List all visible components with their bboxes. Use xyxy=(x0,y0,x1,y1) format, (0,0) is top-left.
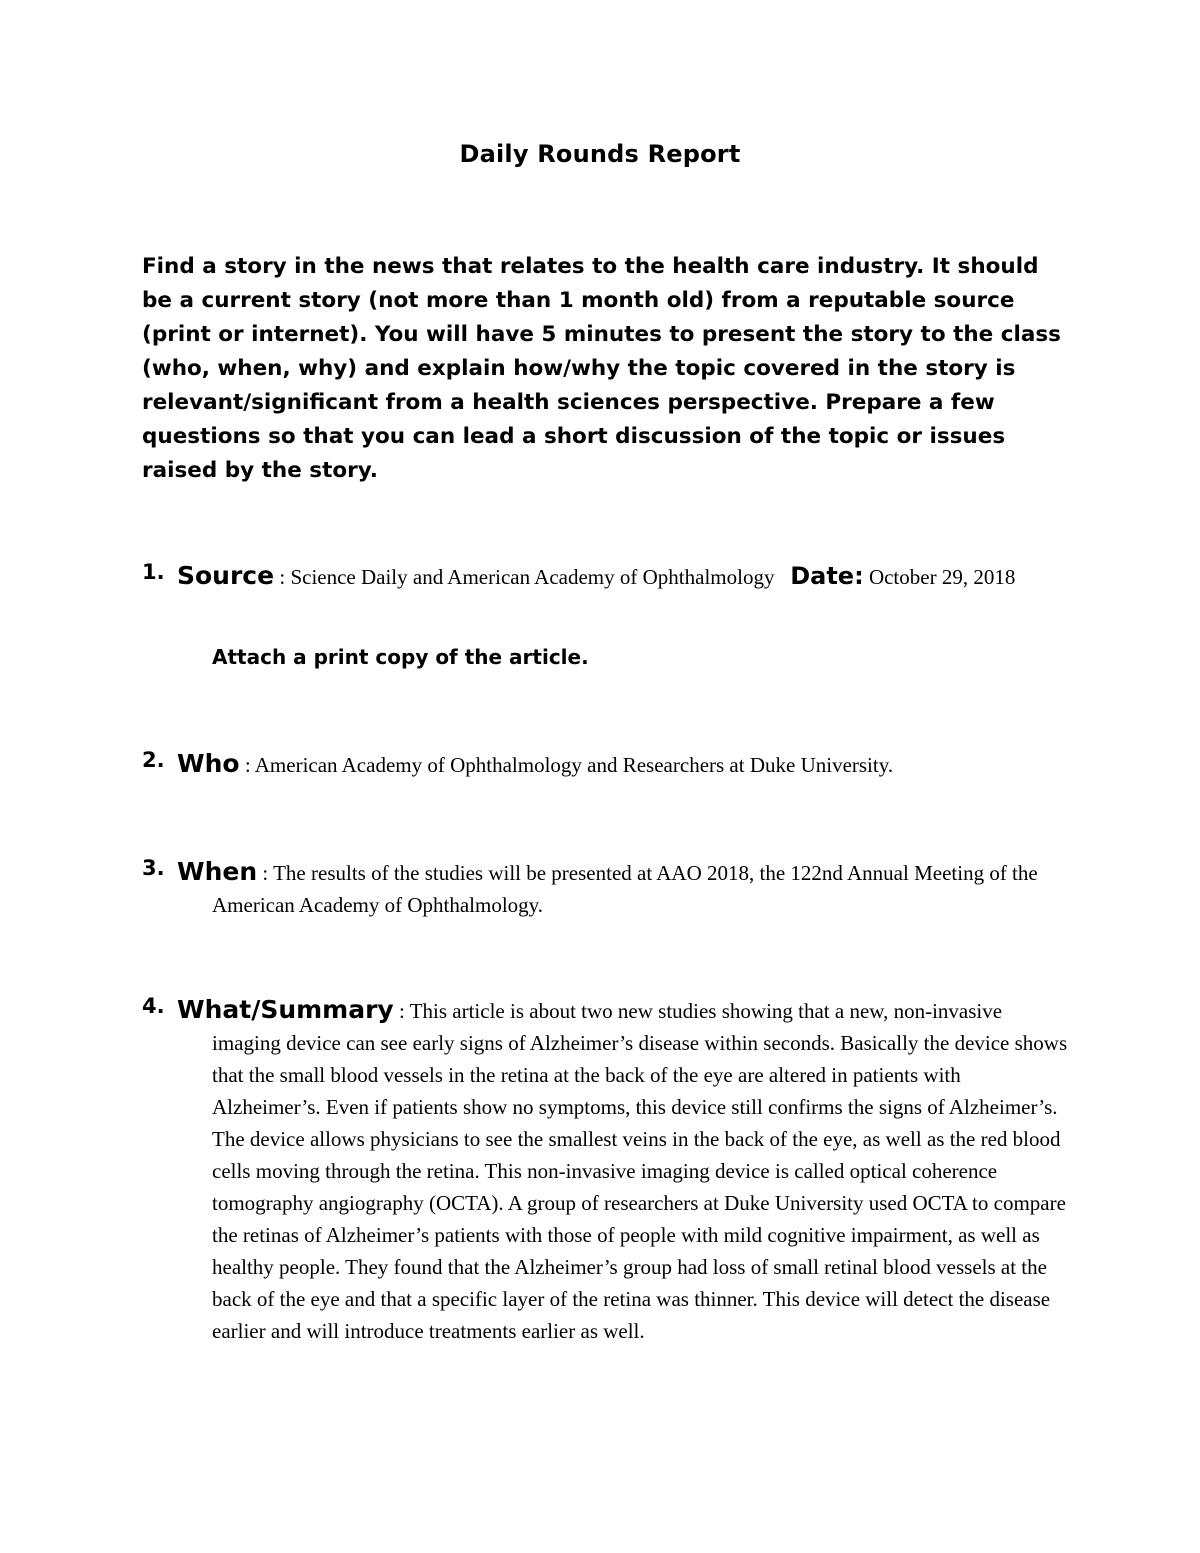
item-body xyxy=(177,560,1072,593)
instructions-paragraph: Find a story in the news that relates to the health care industry. It should be a current story (not more than 1 month old) from a reputable source (print or internet). You will have 5 minutes to present the story to the class (who, when, why) and explain how/why the topic covered in the story is relevant/significant from a health sciences perspective. Prepare a few questions so that you can lead a short discussion of the topic or issues raised by the story. xyxy=(142,254,1061,483)
summary-label: What/Summary xyxy=(177,995,394,1024)
item-body xyxy=(177,994,1072,1347)
item-number: 1. xyxy=(142,560,165,584)
item-number: 3. xyxy=(142,856,165,880)
when-value: The results of the studies will be presented at AAO 2018, the 122nd Annual Meeting of the American Academy of Ophthalmology. xyxy=(212,861,1038,917)
item-separator: : xyxy=(239,753,255,777)
list-item-source xyxy=(142,560,1072,593)
item-separator: : xyxy=(274,565,291,589)
attach-note: Attach a print copy of the article. xyxy=(212,645,589,669)
list-item-summary xyxy=(142,994,1072,1347)
item-number: 4. xyxy=(142,994,165,1018)
list-item-who xyxy=(142,748,1072,781)
item-body xyxy=(177,856,1072,921)
item-separator: : xyxy=(393,999,410,1023)
date-value: October 29, 2018 xyxy=(868,565,1016,589)
summary-value: This article is about two new studies showing that a new, non-invasive imaging device can see early signs of Alzheimer’s disease within seconds. Basically the device shows that the small blood vessels in the retina at the back of the eye are altered in patients with Alzheimer’s. Even if patients show no symptoms, this device still confirms the signs of Alzheimer’s. The device allows physicians to see the smallest veins in the back of the eye, as well as the red blood cells moving through the retina. This non-invasive imaging device is called optical coherence tomography angiography (OCTA). A group of researchers at Duke University used OCTA to compare the retinas of Alzheimer’s patients with those of people with mild cognitive impairment, as well as healthy people. They found that the Alzheimer’s group had loss of small retinal blood vessels at the back of the eye and that a specific layer of the retina was thinner. This device will detect the disease earlier and will introduce treatments earlier as well. xyxy=(212,999,1068,1343)
source-label: Source xyxy=(177,561,275,590)
when-label: When xyxy=(177,857,258,886)
source-value: Science Daily and American Academy of Ophthalmology xyxy=(290,565,775,589)
who-label: Who xyxy=(177,749,240,778)
list-item-when xyxy=(142,856,1072,921)
date-label: Date: xyxy=(790,562,864,590)
item-separator: : xyxy=(257,861,274,885)
who-value: American Academy of Ophthalmology and Researchers at Duke University. xyxy=(254,753,894,777)
item-body xyxy=(177,748,1072,781)
page-title: Daily Rounds Report xyxy=(459,140,741,168)
item-number: 2. xyxy=(142,748,165,772)
